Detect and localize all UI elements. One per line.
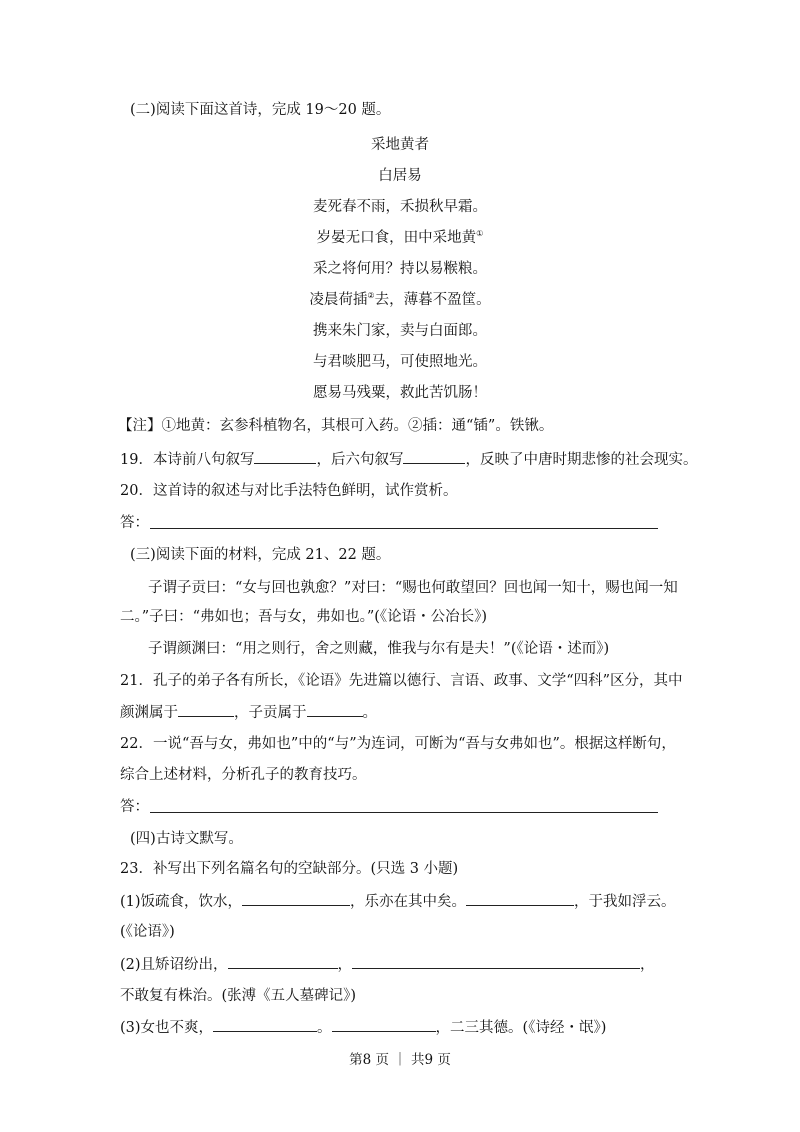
answer-blank[interactable] <box>254 449 316 464</box>
question-22-line2: 综合上述材料，分析孔子的教育技巧。 <box>120 767 367 783</box>
answer-blank[interactable] <box>466 891 574 906</box>
answer-blank[interactable] <box>352 954 640 969</box>
answer-blank[interactable] <box>228 954 338 969</box>
passage-line: 子谓颜渊曰：“用之则行，舍之则藏，惟我与尔有是夫！”(《论语・述而》) <box>148 641 610 657</box>
answer-blank[interactable] <box>307 702 363 717</box>
poem-line: 与君啖肥马，可使照地光。 <box>313 354 487 370</box>
question-20: 20．这首诗的叙述与对比手法特色鲜明，试作赏析。 <box>120 483 458 499</box>
poem-note: 【注】①地黄：玄参科植物名，其根可入药。②插：通“锸”。铁锹。 <box>118 418 554 434</box>
question-21: 21．孔子的弟子各有所长，《论语》先进篇以德行、言语、政事、文学“四科”区分，其中 <box>120 673 683 689</box>
passage-line: 子谓子贡曰：“女与回也孰愈？”对曰：“赐也何敢望回？回也闻一知十，赐也闻一知 <box>148 580 678 596</box>
answer-label: 答： <box>120 799 149 815</box>
poem-line: 凌晨荷插②去，薄暮不盈筐。 <box>309 291 491 308</box>
poem-line: 愿易马残粟，救此苦饥肠！ <box>313 385 487 401</box>
recitation-item: (3)女也不爽， 。 ，二三其德。(《诗经・氓》) <box>120 1017 606 1038</box>
question-23: 23．补写出下列名篇名句的空缺部分。(只选 3 小题) <box>120 861 459 877</box>
section-heading: (三)阅读下面的材料，完成 21、22 题。 <box>130 547 391 563</box>
passage-line: 二。”子曰：“弗如也；吾与女，弗如也。”(《论语・公冶长》) <box>120 609 488 625</box>
question-19: 19．本诗前八句叙写 ，后六句叙写 ，反映了中唐时期悲惨的社会现实。 <box>120 449 697 470</box>
poem-line: 麦死春不雨，禾损秋早霜。 <box>313 199 487 215</box>
poem-line: 携来朱门家，卖与白面郎。 <box>313 323 487 339</box>
footnote-mark: ② <box>367 291 375 301</box>
answer-line[interactable] <box>150 812 658 813</box>
answer-blank[interactable] <box>242 891 350 906</box>
footnote-mark: ① <box>476 229 484 239</box>
section-heading: (二)阅读下面这首诗，完成 19～20 题。 <box>130 102 391 118</box>
recitation-item-line2: 不敢复有株治。(张溥《五人墓碑记》) <box>120 988 357 1004</box>
recitation-source: (《论语》) <box>120 924 175 940</box>
question-21-line2: 颜渊属于 ，子贡属于 。 <box>120 702 377 723</box>
poem-author: 白居易 <box>378 168 422 184</box>
question-22: 22．一说“吾与女，弗如也”中的“与”为连词，可断为“吾与女弗如也”。根据这样断句， <box>120 736 676 752</box>
poem-title: 采地黄者 <box>371 137 429 153</box>
page-footer: 第8 页 ｜ 共9 页 <box>349 1052 451 1068</box>
section-heading: (四)古诗文默写。 <box>130 831 243 847</box>
recitation-item: (1)饭疏食，饮水， ，乐亦在其中矣。 ，于我如浮云。 <box>120 891 676 912</box>
answer-blank[interactable] <box>332 1017 436 1032</box>
answer-blank[interactable] <box>213 1017 317 1032</box>
poem-line: 岁晏无口食，田中采地黄① <box>316 229 484 246</box>
recitation-item: (2)且矫诏纷出， ， ， <box>120 954 655 975</box>
answer-line[interactable] <box>150 528 658 529</box>
answer-blank[interactable] <box>178 702 234 717</box>
poem-line: 采之将何用？持以易糇粮。 <box>313 261 487 277</box>
answer-label: 答： <box>120 515 149 531</box>
answer-blank[interactable] <box>403 449 465 464</box>
